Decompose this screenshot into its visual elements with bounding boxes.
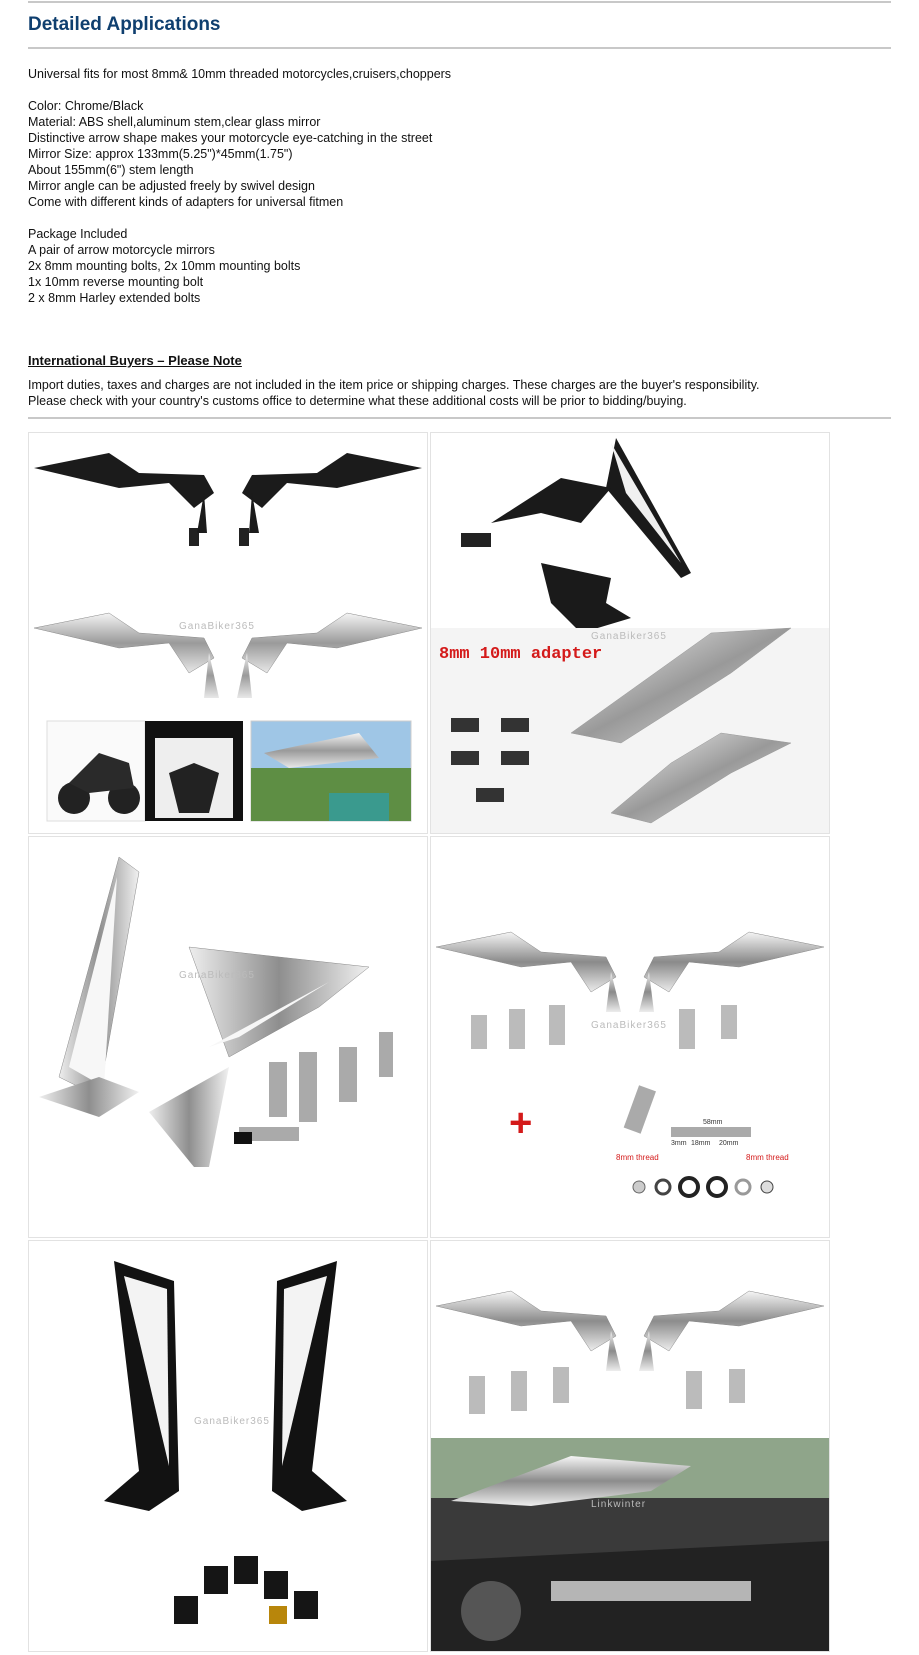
- title-rule: [28, 47, 891, 49]
- dimension-a: 3mm: [671, 1140, 687, 1147]
- international-buyers-note: [28, 377, 760, 409]
- top-rule: [28, 1, 891, 3]
- product-photo-5: GanaBiker365: [28, 1240, 428, 1652]
- thread-label-right: 8mm thread: [746, 1153, 789, 1162]
- package-item: 2 x 8mm Harley extended bolts: [28, 291, 201, 305]
- notice-line: Import duties, taxes and charges are not included in the item price or shipping charges. These charges are the buyer's responsibility.: [28, 378, 760, 392]
- package-item: 1x 10mm reverse mounting bolt: [28, 275, 204, 289]
- spec-line: Material: ABS shell,aluminum stem,clear glass mirror: [28, 115, 321, 129]
- product-photo-4: + 58mm 3mm 18mm 20mm 8mm thread 8mm thread GanaBiker365: [430, 836, 830, 1238]
- spec-line: Mirror Size: approx 133mm(5.25")*45mm(1.75"): [28, 147, 293, 161]
- notice-line: Please check with your country's customs office to determine what these additional costs will be prior to bidding/buying.: [28, 394, 687, 408]
- spec-line: Come with different kinds of adapters for universal fitmen: [28, 195, 344, 209]
- product-photo-6: Linkwinter: [430, 1240, 830, 1652]
- thread-label-left: 8mm thread: [616, 1153, 659, 1162]
- product-photo-3: GanaBiker365: [28, 836, 428, 1238]
- product-photo-1: GanaBiker365: [28, 432, 428, 834]
- spec-line: Distinctive arrow shape makes your motorcycle eye-catching in the street: [28, 131, 433, 145]
- package-title: Package Included: [28, 227, 128, 241]
- description-block: [28, 66, 451, 306]
- international-buyers-heading: International Buyers – Please Note: [28, 353, 242, 368]
- dimension-total: 58mm: [703, 1119, 723, 1126]
- spec-line: Color: Chrome/Black: [28, 99, 144, 113]
- dimension-c: 20mm: [719, 1140, 739, 1147]
- package-item: 2x 8mm mounting bolts, 2x 10mm mounting bolts: [28, 259, 301, 273]
- product-photo-2: 8mm 10mm adapter GanaBiker365: [430, 432, 830, 834]
- fit-text: Universal fits for most 8mm& 10mm threaded motorcycles,cruisers,choppers: [28, 67, 452, 81]
- spec-line: About 155mm(6") stem length: [28, 163, 194, 177]
- plus-symbol: +: [509, 1101, 533, 1145]
- notice-rule: [28, 417, 891, 419]
- dimension-b: 18mm: [691, 1140, 711, 1147]
- adapter-label: 8mm 10mm adapter: [439, 645, 603, 664]
- spec-line: Mirror angle can be adjusted freely by swivel design: [28, 179, 315, 193]
- package-item: A pair of arrow motorcycle mirrors: [28, 243, 215, 257]
- page-title: Detailed Applications: [28, 14, 221, 35]
